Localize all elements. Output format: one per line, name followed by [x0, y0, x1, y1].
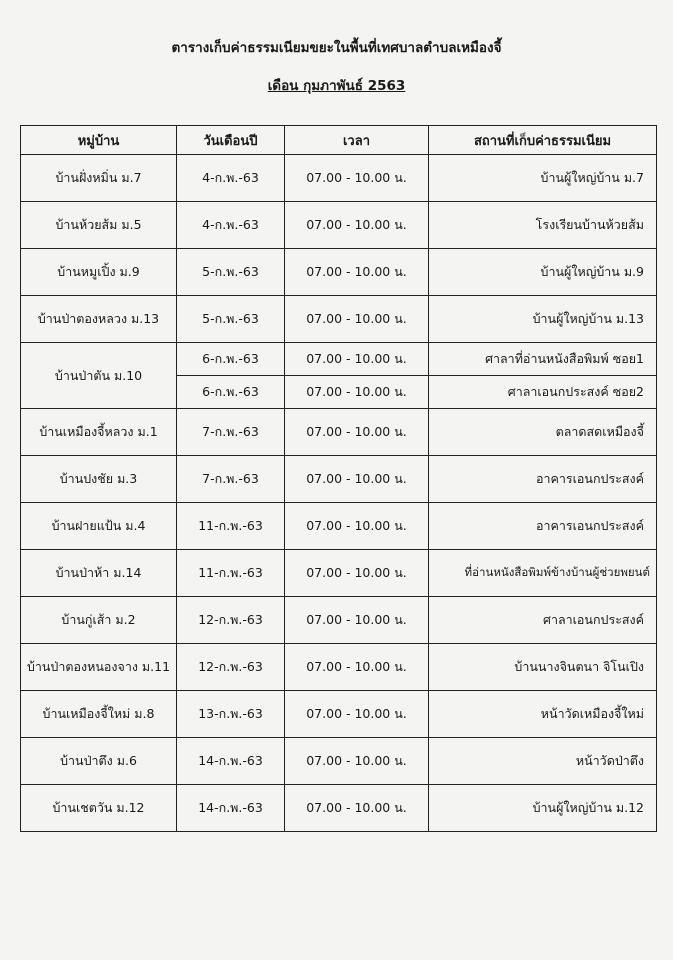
date-cell: 7-ก.พ.-63 — [177, 409, 285, 456]
header-time: เวลา — [285, 126, 429, 155]
date-cell: 11-ก.พ.-63 — [177, 503, 285, 550]
village-cell: บ้านป่าตองหนองจาง ม.11 — [21, 644, 177, 691]
date-cell: 14-ก.พ.-63 — [177, 785, 285, 832]
time-cell: 07.00 - 10.00 น. — [285, 343, 429, 376]
time-cell: 07.00 - 10.00 น. — [285, 249, 429, 296]
village-cell: บ้านห้วยส้ม ม.5 — [21, 202, 177, 249]
table-row — [21, 249, 657, 296]
time-cell: 07.00 - 10.00 น. — [285, 503, 429, 550]
date-cell: 7-ก.พ.-63 — [177, 456, 285, 503]
time-cell: 07.00 - 10.00 น. — [285, 691, 429, 738]
date-cell: 6-ก.พ.-63 — [177, 343, 285, 376]
village-cell: บ้านป่าตองหลวง ม.13 — [21, 296, 177, 343]
village-cell: บ้านป่าห้า ม.14 — [21, 550, 177, 597]
village-cell: บ้านกู่เส้า ม.2 — [21, 597, 177, 644]
table-row — [21, 691, 657, 738]
table-row — [21, 503, 657, 550]
village-cell: บ้านเหมืองจี้ใหม่ ม.8 — [21, 691, 177, 738]
village-cell: บ้านฝายแป้น ม.4 — [21, 503, 177, 550]
village-cell: บ้านป่าตึง ม.6 — [21, 738, 177, 785]
month-label: เดือน กุมภาพันธ์ 2563 — [267, 78, 406, 94]
time-cell: 07.00 - 10.00 น. — [285, 785, 429, 832]
place-cell: บ้านผู้ใหญ่บ้าน ม.13 — [429, 296, 657, 343]
table-row — [21, 202, 657, 249]
date-cell: 11-ก.พ.-63 — [177, 550, 285, 597]
date-cell: 6-ก.พ.-63 — [177, 376, 285, 409]
place-cell: ศาลาเอนกประสงค์ ซอย2 — [429, 376, 657, 409]
table-row — [21, 409, 657, 456]
date-cell: 13-ก.พ.-63 — [177, 691, 285, 738]
time-cell: 07.00 - 10.00 น. — [285, 644, 429, 691]
date-cell: 12-ก.พ.-63 — [177, 597, 285, 644]
table-header-row — [21, 126, 657, 155]
place-cell: บ้านผู้ใหญ่บ้าน ม.12 — [429, 785, 657, 832]
time-cell: 07.00 - 10.00 น. — [285, 202, 429, 249]
place-cell: บ้านนางจินตนา จิโนเปิง — [429, 644, 657, 691]
village-cell: บ้านฝั่งหมิ่น ม.7 — [21, 155, 177, 202]
table-row — [21, 738, 657, 785]
table-row — [21, 644, 657, 691]
table-row — [21, 550, 657, 597]
time-cell: 07.00 - 10.00 น. — [285, 456, 429, 503]
table-row — [21, 343, 657, 376]
village-cell: บ้านเหมืองจี้หลวง ม.1 — [21, 409, 177, 456]
place-cell: อาคารเอนกประสงค์ — [429, 503, 657, 550]
time-cell: 07.00 - 10.00 น. — [285, 597, 429, 644]
date-cell: 5-ก.พ.-63 — [177, 296, 285, 343]
place-cell: หน้าวัดป่าตึง — [429, 738, 657, 785]
village-cell: บ้านปงชัย ม.3 — [21, 456, 177, 503]
document-title: ตารางเก็บค่าธรรมเนียมขยะในพื้นที่เทศบาลตำบลเหมืองจี้ — [171, 40, 502, 56]
time-cell: 07.00 - 10.00 น. — [285, 550, 429, 597]
header-date: วันเดือนปี — [177, 126, 285, 155]
table-row — [21, 296, 657, 343]
date-cell: 14-ก.พ.-63 — [177, 738, 285, 785]
place-cell: ศาลาเอนกประสงค์ — [429, 597, 657, 644]
place-cell: หน้าวัดเหมืองจี้ใหม่ — [429, 691, 657, 738]
table-row — [21, 785, 657, 832]
date-cell: 4-ก.พ.-63 — [177, 202, 285, 249]
place-cell: บ้านผู้ใหญ่บ้าน ม.9 — [429, 249, 657, 296]
time-cell: 07.00 - 10.00 น. — [285, 409, 429, 456]
place-cell: ที่อ่านหนังสือพิมพ์ข้างบ้านผู้ช่วยพยนต์ — [429, 550, 657, 597]
village-cell: บ้านป่าตัน ม.10 — [21, 343, 177, 409]
village-cell: บ้านหมูเปิ้ง ม.9 — [21, 249, 177, 296]
table-row — [21, 597, 657, 644]
header-village: หมู่บ้าน — [21, 126, 177, 155]
time-cell: 07.00 - 10.00 น. — [285, 296, 429, 343]
place-cell: บ้านผู้ใหญ่บ้าน ม.7 — [429, 155, 657, 202]
table-row — [21, 155, 657, 202]
place-cell: โรงเรียนบ้านห้วยส้ม — [429, 202, 657, 249]
place-cell: ศาลาที่อ่านหนังสือพิมพ์ ซอย1 — [429, 343, 657, 376]
date-cell: 4-ก.พ.-63 — [177, 155, 285, 202]
time-cell: 07.00 - 10.00 น. — [285, 738, 429, 785]
document-subtitle — [0, 74, 673, 96]
date-cell: 5-ก.พ.-63 — [177, 249, 285, 296]
place-cell: อาคารเอนกประสงค์ — [429, 456, 657, 503]
header-place: สถานที่เก็บค่าธรรมเนียม — [429, 126, 657, 155]
fee-schedule-table — [20, 125, 657, 832]
place-cell: ตลาดสดเหมืองจี้ — [429, 409, 657, 456]
time-cell: 07.00 - 10.00 น. — [285, 155, 429, 202]
village-cell: บ้านเชตวัน ม.12 — [21, 785, 177, 832]
table-row — [21, 456, 657, 503]
time-cell: 07.00 - 10.00 น. — [285, 376, 429, 409]
date-cell: 12-ก.พ.-63 — [177, 644, 285, 691]
